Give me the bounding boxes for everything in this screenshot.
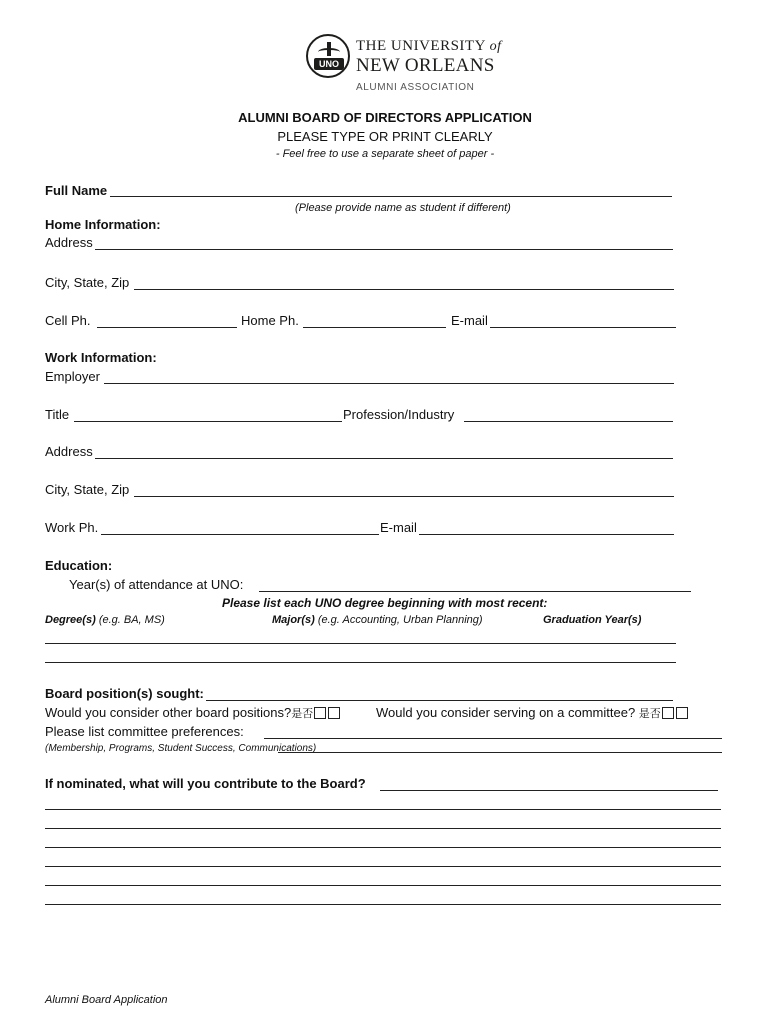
board-positions-label: Board position(s) sought:: [45, 686, 204, 701]
work-city-label: City, State, Zip: [45, 482, 130, 497]
other-positions-no-checkbox[interactable]: [328, 707, 340, 719]
work-ph-field[interactable]: [101, 534, 379, 535]
profession-label: Profession/Industry: [343, 407, 455, 422]
contribute-line-4[interactable]: [45, 847, 721, 848]
cell-ph-field[interactable]: [97, 327, 237, 328]
home-email-label: E-mail: [451, 313, 488, 328]
home-email-field[interactable]: [490, 327, 676, 328]
university-logo: [306, 34, 502, 96]
work-email-label: E-mail: [380, 520, 417, 535]
committee-question: Would you consider serving on a committee? 是否: [376, 705, 689, 722]
uno-seal-icon: UNO: [306, 34, 350, 78]
committee-yes-checkbox[interactable]: [662, 707, 674, 719]
profession-field[interactable]: [464, 421, 673, 422]
home-city-field[interactable]: [134, 289, 674, 290]
title-label: Title: [45, 407, 70, 422]
grad-year-column-header: Graduation Year(s): [543, 614, 642, 626]
form-title: ALUMNI BOARD OF DIRECTORS APPLICATION: [238, 110, 532, 125]
work-email-field[interactable]: [419, 534, 674, 535]
board-positions-field[interactable]: [206, 700, 673, 701]
contribute-question: If nominated, what will you contribute to the Board?: [45, 776, 366, 791]
years-attendance-label: Year(s) of attendance at UNO:: [69, 577, 244, 592]
committee-hint: (Membership, Programs, Student Success, Communications): [45, 743, 317, 754]
committee-prefs-field[interactable]: [264, 738, 722, 739]
contribute-field-1[interactable]: [380, 790, 718, 791]
work-city-field[interactable]: [134, 496, 674, 497]
home-ph-field[interactable]: [303, 327, 446, 328]
title-field[interactable]: [74, 421, 342, 422]
contribute-line-7[interactable]: [45, 904, 721, 905]
degree-instruction: Please list each UNO degree beginning with most recent:: [222, 596, 548, 610]
form-subtitle: PLEASE TYPE OR PRINT CLEARLY: [277, 129, 493, 144]
employer-label: Employer: [45, 369, 100, 384]
major-column-header: Major(s) (e.g. Accounting, Urban Planning): [272, 614, 483, 626]
work-info-heading: Work Information:: [45, 350, 157, 365]
contribute-line-2[interactable]: [45, 809, 721, 810]
full-name-label: Full Name: [45, 183, 108, 198]
degree-line-1[interactable]: [45, 643, 676, 644]
full-name-hint: (Please provide name as student if different): [295, 202, 511, 214]
degree-line-2[interactable]: [45, 662, 676, 663]
cell-ph-label: Cell Ph.: [45, 313, 91, 328]
committee-prefs-label: Please list committee preferences:: [45, 724, 244, 739]
education-heading: Education:: [45, 558, 113, 573]
contribute-line-3[interactable]: [45, 828, 721, 829]
other-positions-yes-checkbox[interactable]: [314, 707, 326, 719]
contribute-line-6[interactable]: [45, 885, 721, 886]
logo-association-text: ALUMNI ASSOCIATION: [356, 82, 475, 93]
years-attendance-field[interactable]: [259, 591, 691, 592]
home-ph-label: Home Ph.: [241, 313, 299, 328]
other-positions-question: Would you consider other board positions?是否: [45, 705, 341, 722]
degree-column-header: Degree(s) (e.g. BA, MS): [45, 614, 165, 626]
home-city-label: City, State, Zip: [45, 275, 130, 290]
footer-text: Alumni Board Application: [45, 994, 168, 1006]
committee-prefs-field-2[interactable]: [278, 752, 722, 753]
employer-field[interactable]: [104, 383, 674, 384]
work-address-label: Address: [45, 444, 93, 459]
home-info-heading: Home Information:: [45, 217, 161, 232]
logo-name-text: NEW ORLEANS: [356, 55, 495, 76]
home-address-field[interactable]: [95, 249, 673, 250]
work-address-field[interactable]: [95, 458, 673, 459]
full-name-field[interactable]: [110, 196, 672, 197]
work-ph-label: Work Ph.: [45, 520, 99, 535]
home-address-label: Address: [45, 235, 93, 250]
committee-no-checkbox[interactable]: [676, 707, 688, 719]
contribute-line-5[interactable]: [45, 866, 721, 867]
logo-university-text: THE UNIVERSITY of: [356, 38, 502, 54]
form-note: - Feel free to use a separate sheet of paper -: [275, 148, 495, 160]
